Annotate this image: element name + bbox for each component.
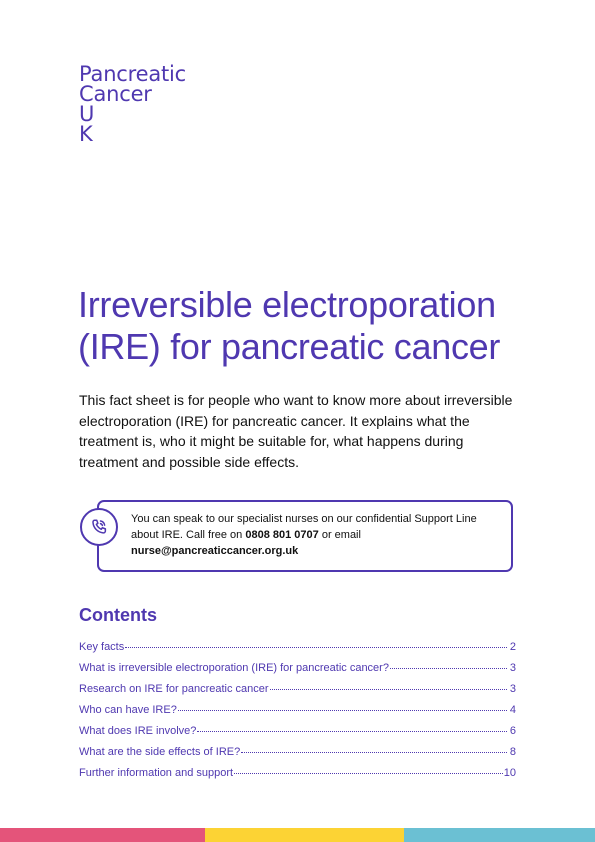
toc-item-who-can-have-ire[interactable]: [79, 704, 516, 725]
toc-leader-dots: [125, 647, 507, 648]
toc-page-number: 10: [503, 767, 516, 779]
toc-page-number: 3: [509, 662, 516, 674]
toc-page-number: 6: [509, 725, 516, 737]
footer-stripe-blue: [404, 828, 595, 842]
title-line: (IRE) for pancreatic cancer: [78, 326, 501, 367]
support-line-text: [131, 511, 501, 559]
callout-text-mid: or email: [318, 529, 361, 541]
toc-item-label: Key facts: [79, 641, 125, 653]
table-of-contents: [79, 641, 516, 788]
contents-heading: Contents: [79, 605, 157, 625]
phone-number[interactable]: 0808 801 0707: [245, 529, 319, 541]
toc-item-side-effects[interactable]: [79, 746, 516, 767]
email-link[interactable]: nurse@pancreaticcancer.org.uk: [131, 545, 299, 557]
toc-leader-dots: [390, 668, 507, 669]
toc-page-number: 4: [509, 704, 516, 716]
pancreatic-cancer-uk-logo: [79, 64, 186, 144]
footer-stripe-pink: [0, 828, 205, 842]
toc-item-what-does-ire-involve[interactable]: [79, 725, 516, 746]
toc-item-further-information[interactable]: [79, 767, 516, 788]
callout-text-prefix: You can speak to our specialist nurses on our confidential Support Line about IRE. Call free on: [131, 513, 477, 541]
toc-item-label: Research on IRE for pancreatic cancer: [79, 683, 269, 695]
toc-item-research[interactable]: [79, 683, 516, 704]
logo-line: Pancreatic: [79, 62, 187, 86]
intro-paragraph: This fact sheet is for people who want to know more about irreversible electroporation (IRE) for pancreatic cancer. It explains what the treatment is, who it might be suitable for, what happens during treatment and possible side effects.: [79, 392, 513, 470]
toc-leader-dots: [270, 689, 507, 690]
phone-icon: [80, 508, 118, 546]
footer-stripe-yellow: [205, 828, 404, 842]
toc-leader-dots: [241, 752, 507, 753]
toc-item-key-facts[interactable]: [79, 641, 516, 662]
toc-page-number: 8: [509, 746, 516, 758]
toc-item-label: Who can have IRE?: [79, 704, 177, 716]
logo-line: K: [79, 122, 93, 146]
toc-leader-dots: [197, 731, 507, 732]
toc-item-label: Further information and support: [79, 767, 234, 779]
toc-leader-dots: [178, 710, 507, 711]
toc-item-what-is-ire[interactable]: [79, 662, 516, 683]
toc-item-label: What does IRE involve?: [79, 725, 197, 737]
toc-page-number: 2: [509, 641, 516, 653]
toc-page-number: 3: [509, 683, 516, 695]
logo-line: U: [79, 102, 95, 126]
toc-item-label: What are the side effects of IRE?: [79, 746, 241, 758]
toc-item-label: What is irreversible electroporation (IRE) for pancreatic cancer?: [79, 662, 389, 674]
logo-line: Cancer: [79, 82, 152, 106]
title-line: Irreversible electroporation: [78, 284, 496, 325]
toc-leader-dots: [234, 773, 503, 774]
page-title: [78, 284, 558, 368]
